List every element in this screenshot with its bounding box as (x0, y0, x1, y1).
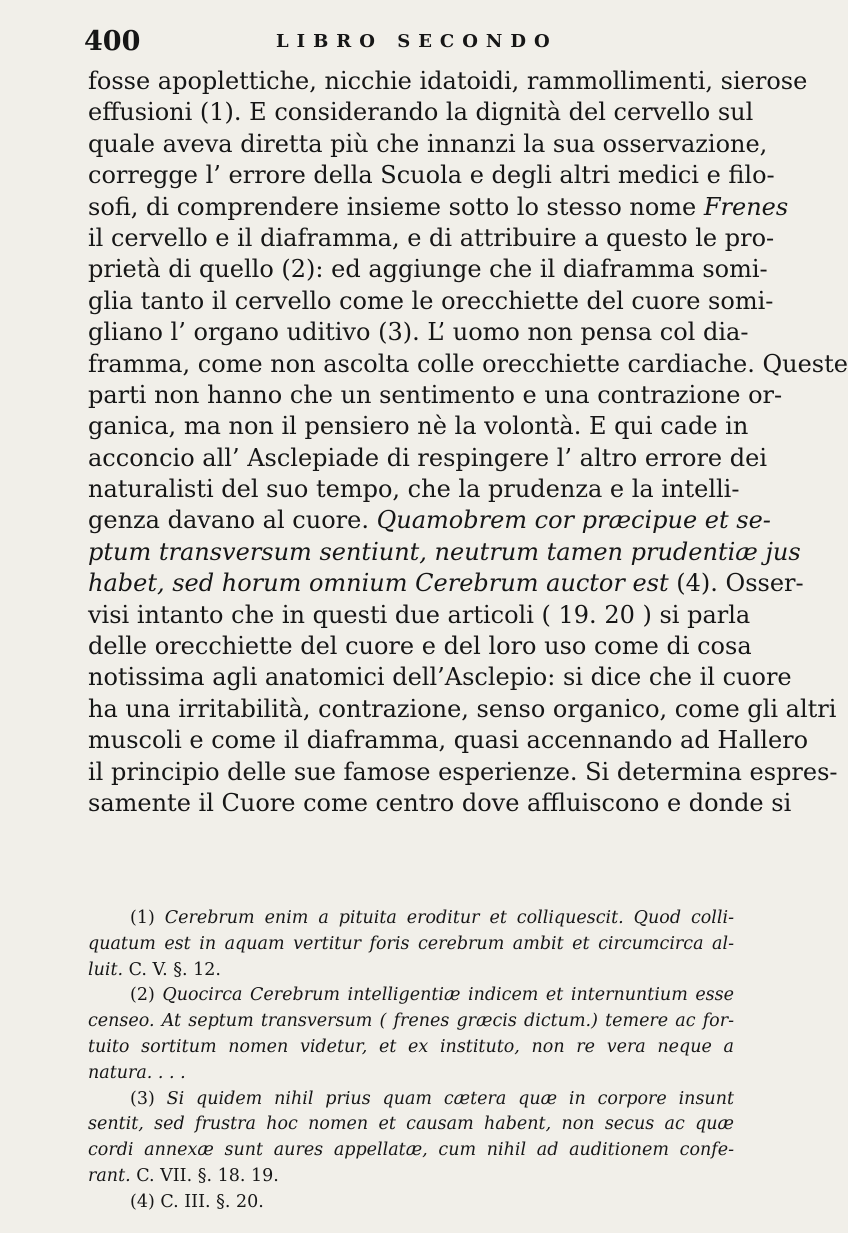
footnote-italic: luit. (88, 959, 124, 980)
text-line (88, 600, 751, 631)
line-text: fosse apoplettiche, nicchie idatoidi, rammollimenti, sierose (88, 67, 808, 95)
footnote-text: (3) (130, 1088, 167, 1109)
line-text: quale aveva diretta più che innanzi la sua osservazione, (88, 129, 768, 158)
footnote-italic: tuito sortitum nomen videtur, et ex instituto, non re vera neque a (88, 1036, 734, 1057)
line-text: prietà di quello (2): ed aggiunge che il diaframma somi- (88, 255, 768, 284)
footnote-line (88, 1138, 734, 1164)
page-number: 400 (84, 26, 141, 57)
footnote-text: C. V. §. 12. (123, 959, 221, 980)
text-line (88, 411, 749, 442)
footnote-italic: Si quidem nihil prius quam cætera quæ in corpore insunt (166, 1088, 734, 1109)
text-line (88, 97, 754, 128)
text-line (88, 631, 752, 662)
footnote-italic: censeo. At septum transversum ( frenes græcis dictum.) temere ac for- (88, 1011, 734, 1032)
line-text: acconcio all’ Asclepiade di respingere l’ altro errore dei (88, 443, 768, 472)
footnote-line (88, 1087, 734, 1113)
line-text: ha una irritabilità, contrazione, senso organico, come gli altri (88, 694, 837, 723)
text-line (88, 757, 838, 788)
text-line (88, 129, 768, 160)
text-line (88, 725, 809, 756)
line-text: genza davano al cuore. (88, 506, 377, 535)
text-line (88, 662, 792, 693)
text-line (88, 537, 801, 568)
footnote-line (88, 1190, 734, 1216)
footnote-text: (1) (130, 908, 165, 928)
footnote-italic: Quocirca Cerebrum intelligentiæ indicem et internuntium esse (162, 985, 735, 1006)
running-title: LIBRO SECONDO (276, 31, 558, 52)
footnote-line (88, 906, 734, 932)
text-line (88, 223, 775, 254)
footnote-italic: quatum est in aquam vertitur foris cerebrum ambit et circumcirca al- (88, 933, 734, 954)
text-line (88, 160, 775, 191)
footnote-line (88, 1061, 734, 1087)
footnote-line (88, 1009, 734, 1035)
text-line (88, 443, 768, 474)
line-text: visi intanto che in questi due articoli ( 19. 20 ) si parla (88, 600, 751, 629)
text-line (88, 317, 749, 348)
footnote-line (88, 958, 734, 984)
text-line (88, 568, 804, 599)
line-text: notissima agli anatomici dell’Asclepio: si dice che il cuore (88, 663, 792, 692)
footnote-italic: natura. . . . (88, 1062, 186, 1083)
footnote-text: (4) C. III. §. 20. (130, 1191, 264, 1212)
footnotes (88, 906, 734, 1216)
running-head (84, 26, 734, 62)
text-line (88, 192, 789, 223)
text-line (88, 505, 771, 536)
line-text: samente il Cuore come centro dove affluiscono e donde si (88, 788, 792, 817)
text-line (88, 474, 740, 505)
italic-text: ptum transversum sentiunt, neutrum tamen prudentiæ jus (88, 537, 801, 566)
text-line (88, 66, 808, 97)
line-text: (4). Osser- (668, 569, 804, 598)
footnote-italic: cordi annexæ sunt aures appellatæ, cum nihil ad auditionem confe- (88, 1140, 734, 1161)
line-text: parti non hanno che un sentimento e una contrazione or- (88, 380, 783, 409)
line-text: naturalisti del suo tempo, che la prudenza e la intelli- (88, 475, 740, 504)
text-line (88, 254, 768, 285)
footnote-line (88, 1112, 734, 1138)
line-text: delle orecchiette del cuore e del loro uso come di cosa (88, 632, 752, 661)
footnote-italic: Cerebrum enim a pituita eroditur et colliquescit. Quod colli- (164, 908, 734, 928)
footnote-italic: sentit, sed frustra hoc nomen et causam habent, non secus ac quæ (88, 1114, 734, 1135)
text-line (88, 286, 774, 317)
italic-text: Frenes (703, 192, 789, 221)
footnote-line (88, 1164, 734, 1190)
text-line (88, 694, 837, 725)
italic-text: Quamobrem cor præcipue et se- (376, 506, 771, 535)
text-line (88, 380, 783, 411)
line-text: muscoli e come il diaframma, quasi accennando ad Hallero (88, 726, 809, 755)
line-text: il cervello e il diaframma, e di attribuire a questo le pro- (88, 223, 775, 252)
line-text: corregge l’ errore della Scuola e degli altri medici e filo- (88, 161, 775, 190)
line-text: framma, come non ascolta colle orecchiette cardiache. Queste (88, 349, 848, 378)
footnote-line (88, 932, 734, 958)
text-line (88, 788, 792, 819)
line-text: glia tanto il cervello come le orecchiette del cuore somi- (88, 286, 774, 315)
footnote-line (88, 1035, 734, 1061)
footnote-text: (2) (130, 985, 163, 1006)
footnote-italic: rant. (88, 1165, 131, 1186)
line-text: effusioni (1). E considerando la dignità del cervello sul (88, 98, 754, 127)
line-text: sofi, di comprendere insieme sotto lo stesso nome (88, 192, 704, 221)
italic-text: habet, sed horum omnium Cerebrum auctor est (88, 569, 669, 598)
line-text: il principio delle sue famose esperienze. Si determina espres- (88, 757, 838, 786)
line-text: gliano l’ organo uditivo (3). L’ uomo non pensa col dia- (88, 318, 749, 347)
line-text: ganica, ma non il pensiero nè la volontà. E qui cade in (88, 412, 749, 441)
text-line (88, 349, 848, 380)
footnote-text: C. VII. §. 18. 19. (130, 1165, 279, 1186)
footnote-line (88, 983, 734, 1009)
main-text (88, 66, 848, 819)
